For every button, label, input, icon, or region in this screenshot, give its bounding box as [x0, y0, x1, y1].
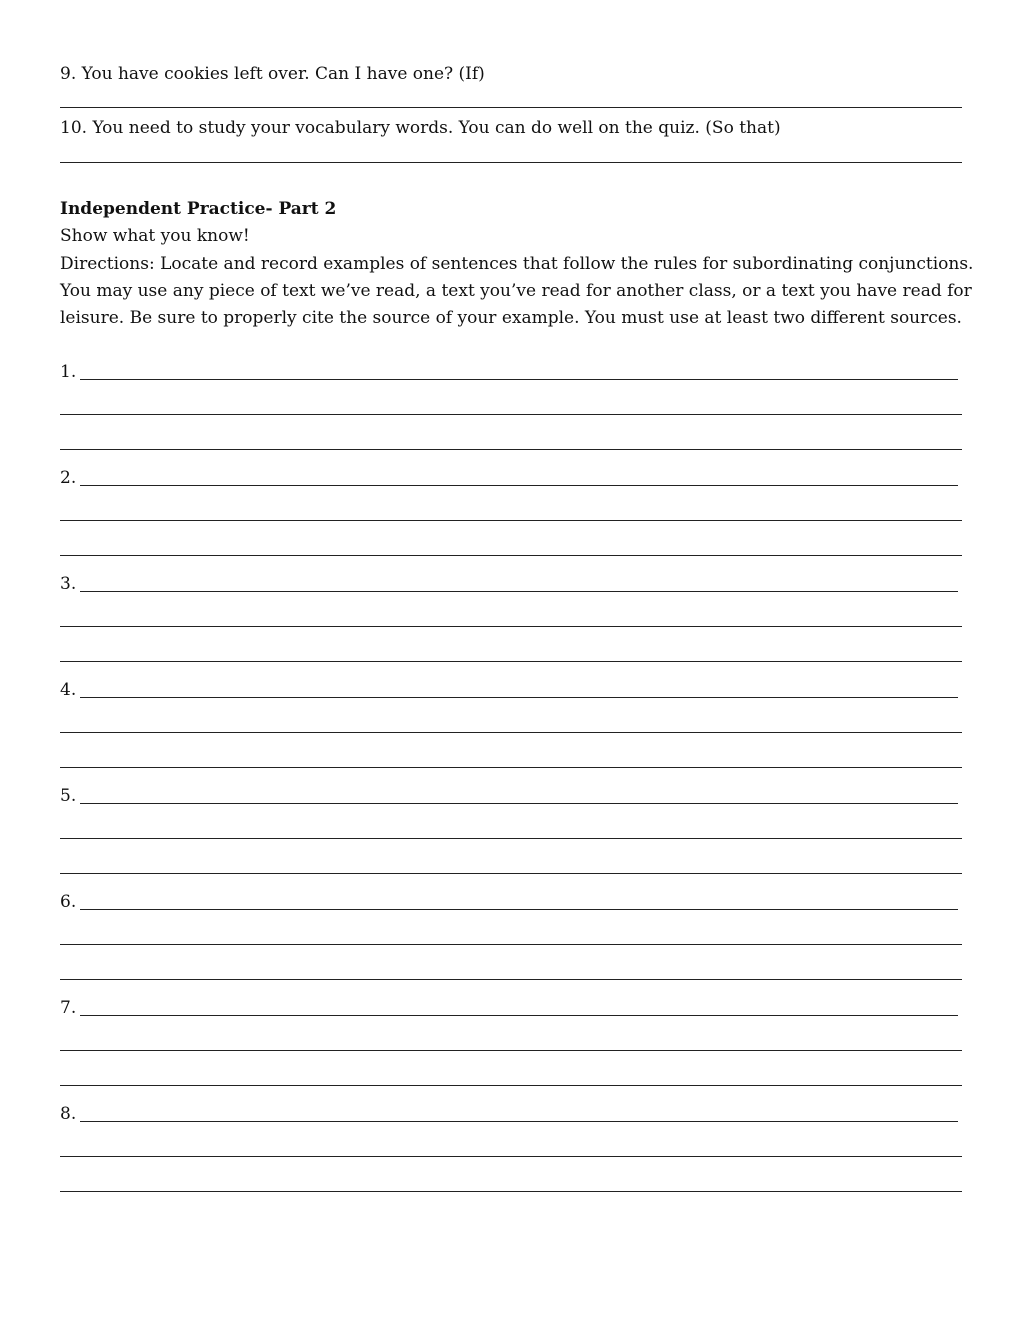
item-number: 1. — [60, 362, 77, 382]
item-3-line-1[interactable] — [80, 591, 958, 592]
item-1-line-2[interactable] — [60, 414, 962, 415]
item-3-line-2[interactable] — [60, 626, 962, 627]
item-7-line-2[interactable] — [60, 1050, 962, 1051]
item-7-line-1[interactable] — [80, 1015, 958, 1016]
item-4-line-1[interactable] — [80, 697, 958, 698]
item-7-line-3[interactable] — [60, 1085, 962, 1086]
item-1-line-3[interactable] — [60, 449, 962, 450]
answer-line-9[interactable] — [60, 107, 962, 108]
directions-line-2: You may use any piece of text we’ve read, a text you’ve read for another class, or a text you have read for — [60, 281, 972, 301]
item-5-line-2[interactable] — [60, 838, 962, 839]
item-6-line-2[interactable] — [60, 944, 962, 945]
item-8-line-2[interactable] — [60, 1156, 962, 1157]
item-number: 5. — [60, 786, 77, 806]
item-5-line-3[interactable] — [60, 873, 962, 874]
item-number: 8. — [60, 1104, 77, 1124]
item-1-line-1[interactable] — [80, 379, 958, 380]
section-subheading: Show what you know! — [60, 226, 250, 246]
item-8-line-1[interactable] — [80, 1121, 958, 1122]
item-6-line-1[interactable] — [80, 909, 958, 910]
item-number: 4. — [60, 680, 77, 700]
item-2-line-1[interactable] — [80, 485, 958, 486]
directions-line-1: Directions: Locate and record examples of sentences that follow the rules for subordinating conjunctions. — [60, 254, 974, 274]
item-4-line-3[interactable] — [60, 767, 962, 768]
item-3-line-3[interactable] — [60, 661, 962, 662]
item-2-line-3[interactable] — [60, 555, 962, 556]
item-2-line-2[interactable] — [60, 520, 962, 521]
question-9: 9. You have cookies left over. Can I have one? (If) — [60, 64, 485, 84]
item-number: 3. — [60, 574, 77, 594]
item-8-line-3[interactable] — [60, 1191, 962, 1192]
item-6-line-3[interactable] — [60, 979, 962, 980]
answer-line-10[interactable] — [60, 162, 962, 163]
item-number: 7. — [60, 998, 77, 1018]
item-number: 2. — [60, 468, 77, 488]
item-4-line-2[interactable] — [60, 732, 962, 733]
directions-line-3: leisure. Be sure to properly cite the source of your example. You must use at least two different sources. — [60, 308, 962, 328]
question-10: 10. You need to study your vocabulary words. You can do well on the quiz. (So that) — [60, 118, 781, 138]
section-heading: Independent Practice- Part 2 — [60, 199, 337, 219]
item-5-line-1[interactable] — [80, 803, 958, 804]
item-number: 6. — [60, 892, 77, 912]
